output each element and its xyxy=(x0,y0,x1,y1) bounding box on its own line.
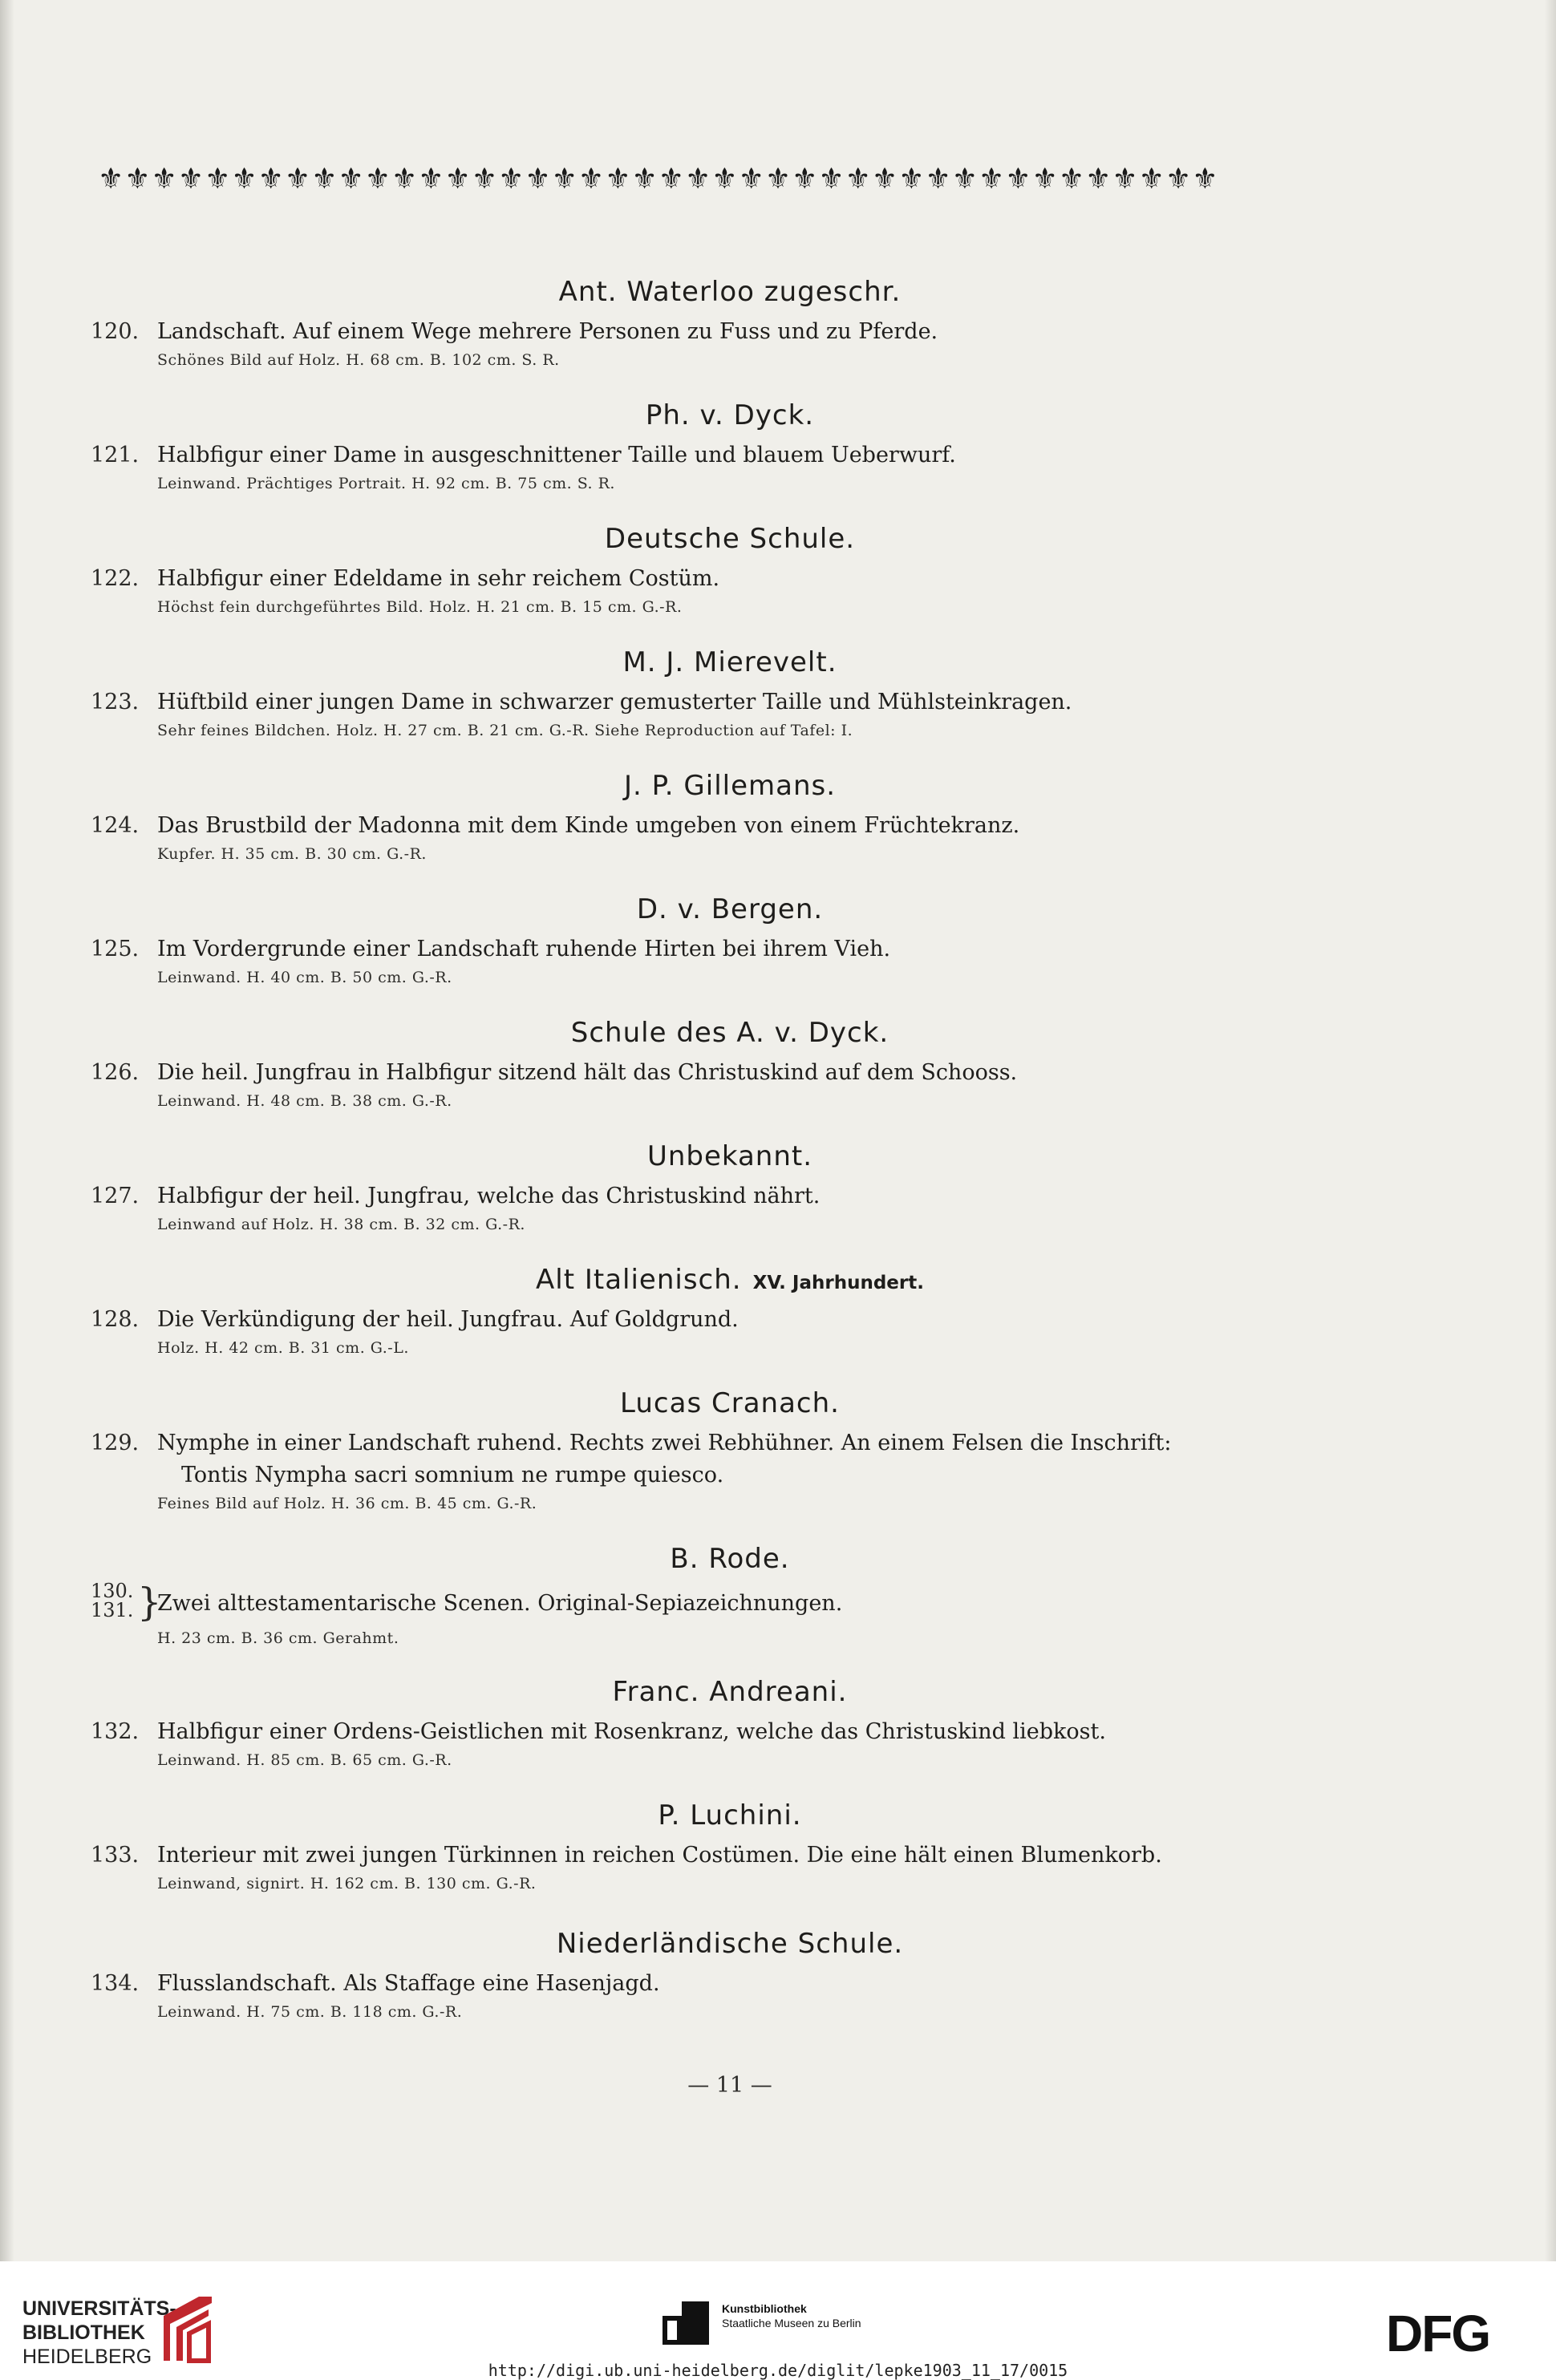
century-label: XV. Jahrhundert. xyxy=(752,1273,924,1293)
artist-heading xyxy=(0,1264,1460,1296)
kunstbibliothek-emblem-icon xyxy=(663,2301,711,2346)
entry-number: 129. xyxy=(91,1431,140,1455)
entry-details: Sehr feines Bildchen. Holz. H. 27 cm. B. 21 cm. G.-R. Siehe Reproduction auf Tafel: I. xyxy=(157,722,853,739)
university-library-logo[interactable] xyxy=(22,2297,176,2369)
entry-number: 126. xyxy=(91,1060,140,1085)
entry-title: Halbfigur einer Ordens-Geistlichen mit Rosenkranz, welche das Christuskind liebkost. xyxy=(157,1719,1106,1744)
entry-details: Leinwand. Prächtiges Portrait. H. 92 cm. B. 75 cm. S. R. xyxy=(157,475,615,492)
artist-heading: J. P. Gillemans. xyxy=(623,770,837,802)
artist-heading: Schule des A. v. Dyck. xyxy=(570,1017,889,1049)
artist-heading: M. J. Mierevelt. xyxy=(622,646,837,678)
entry-details: Leinwand, signirt. H. 162 cm. B. 130 cm. G.-R. xyxy=(157,1875,537,1892)
entry-number: 122. xyxy=(91,566,140,591)
entry-number: 133. xyxy=(91,1843,140,1868)
artist-heading: Ph. v. Dyck. xyxy=(645,399,815,431)
entry-title: Die Verkündigung der heil. Jungfrau. Auf Goldgrund. xyxy=(157,1307,739,1332)
entry-number: 128. xyxy=(91,1307,140,1332)
entry-title: Halbfigur der heil. Jungfrau, welche das Christuskind nährt. xyxy=(157,1184,821,1208)
entry-details: Leinwand. H. 85 cm. B. 65 cm. G.-R. xyxy=(157,1751,452,1769)
artist-heading: Lucas Cranach. xyxy=(620,1387,840,1419)
page-number: — 11 — xyxy=(687,2073,772,2098)
entry-details: H. 23 cm. B. 36 cm. Gerahmt. xyxy=(157,1629,399,1647)
permalink-url[interactable]: http://digi.ub.uni-heidelberg.de/diglit/lepke1903_11_17/0015 xyxy=(488,2361,1068,2380)
entry-number: 127. xyxy=(91,1184,140,1208)
entry-inscription: Tontis Nympha sacri somnium ne rumpe quiesco. xyxy=(181,1463,724,1488)
entry-title: Flusslandschaft. Als Staffage eine Hasenjagd. xyxy=(157,1971,660,1996)
artist-heading: Deutsche Schule. xyxy=(604,523,856,555)
artist-heading: Ant. Waterloo zugeschr. xyxy=(558,276,902,308)
kb-subtitle: Staatliche Museen zu Berlin xyxy=(722,2317,861,2329)
entry-details: Höchst fein durchgeführtes Bild. Holz. H. 21 cm. B. 15 cm. G.-R. xyxy=(157,598,683,616)
entry-number: 134. xyxy=(91,1971,140,1996)
entry-title: Die heil. Jungfrau in Halbfigur sitzend hält das Christuskind auf dem Schooss. xyxy=(157,1060,1018,1085)
entry-number: 131. xyxy=(91,1599,134,1621)
entry-details: Leinwand. H. 48 cm. B. 38 cm. G.-R. xyxy=(157,1092,452,1110)
entry-details: Leinwand auf Holz. H. 38 cm. B. 32 cm. G.-R. xyxy=(157,1216,525,1233)
brace-mark: } xyxy=(137,1580,162,1625)
artist-heading: Niederländische Schule. xyxy=(556,1928,904,1960)
artist-heading: Franc. Andreani. xyxy=(612,1676,848,1708)
artist-name: Alt Italienisch. xyxy=(536,1264,742,1296)
entry-title: Landschaft. Auf einem Wege mehrere Personen zu Fuss und zu Pferde. xyxy=(157,319,938,344)
dfg-logo[interactable] xyxy=(1386,2309,1535,2356)
entry-title: Zwei alttestamentarische Scenen. Original-Sepiazeichnungen. xyxy=(157,1591,843,1616)
entry-title: Im Vordergrunde einer Landschaft ruhende Hirten bei ihrem Vieh. xyxy=(157,937,891,961)
entry-number: 121. xyxy=(91,443,140,468)
logo-text-line: UNIVERSITÄTS- xyxy=(22,2297,176,2320)
entry-number: 132. xyxy=(91,1719,140,1744)
dfg-logo-text: DFG xyxy=(1386,2309,1490,2356)
entry-details: Kupfer. H. 35 cm. B. 30 cm. G.-R. xyxy=(157,845,427,863)
entry-details: Holz. H. 42 cm. B. 31 cm. G.-L. xyxy=(157,1339,409,1357)
entry-details: Feines Bild auf Holz. H. 36 cm. B. 45 cm. G.-R. xyxy=(157,1495,537,1512)
kb-name: Kunstbibliothek xyxy=(722,2302,807,2315)
entry-number: 123. xyxy=(91,690,140,714)
entry-title: Halbfigur einer Dame in ausgeschnittener Taille und blauem Ueberwurf. xyxy=(157,443,956,468)
entry-title: Hüftbild einer jungen Dame in schwarzer gemusterter Taille und Mühlsteinkragen. xyxy=(157,690,1072,714)
entry-title: Das Brustbild der Madonna mit dem Kinde umgeben von einem Früchtekranz. xyxy=(157,813,1020,838)
entry-number: 125. xyxy=(91,937,140,961)
entry-number: 130. xyxy=(91,1580,134,1602)
entry-details: Leinwand. H. 75 cm. B. 118 cm. G.-R. xyxy=(157,2003,463,2021)
logo-text-line: BIBLIOTHEK xyxy=(22,2321,145,2344)
page-edge-shadow xyxy=(0,0,14,2261)
entry-title: Interieur mit zwei jungen Türkinnen in reichen Costümen. Die eine hält einen Blumenkorb. xyxy=(157,1843,1162,1868)
entry-details: Schönes Bild auf Holz. H. 68 cm. B. 102 cm. S. R. xyxy=(157,351,560,369)
ornamental-border: ⚜⚜⚜⚜⚜⚜⚜⚜⚜⚜⚜⚜⚜⚜⚜⚜⚜⚜⚜⚜⚜⚜⚜⚜⚜⚜⚜⚜⚜⚜⚜⚜⚜⚜⚜⚜⚜⚜⚜⚜⚜⚜ xyxy=(98,163,1219,196)
artist-heading: P. Luchini. xyxy=(658,1799,802,1832)
kunstbibliothek-logo[interactable] xyxy=(722,2301,861,2330)
entry-number: 120. xyxy=(91,319,140,344)
page-edge-shadow xyxy=(1545,0,1556,2261)
entry-title: Halbfigur einer Edeldame in sehr reichem Costüm. xyxy=(157,566,720,591)
artist-heading: Unbekannt. xyxy=(646,1140,813,1172)
library-emblem-icon xyxy=(159,2292,217,2367)
entry-details: Leinwand. H. 40 cm. B. 50 cm. G.-R. xyxy=(157,969,452,986)
artist-heading: B. Rode. xyxy=(670,1543,790,1575)
library-footer xyxy=(0,2261,1556,2378)
entry-number: 124. xyxy=(91,813,140,838)
artist-heading: D. v. Bergen. xyxy=(636,893,824,925)
logo-text-line: HEIDELBERG xyxy=(22,2346,152,2368)
entry-title: Nymphe in einer Landschaft ruhend. Rechts zwei Rebhühner. An einem Felsen die Inschrift: xyxy=(157,1431,1172,1455)
